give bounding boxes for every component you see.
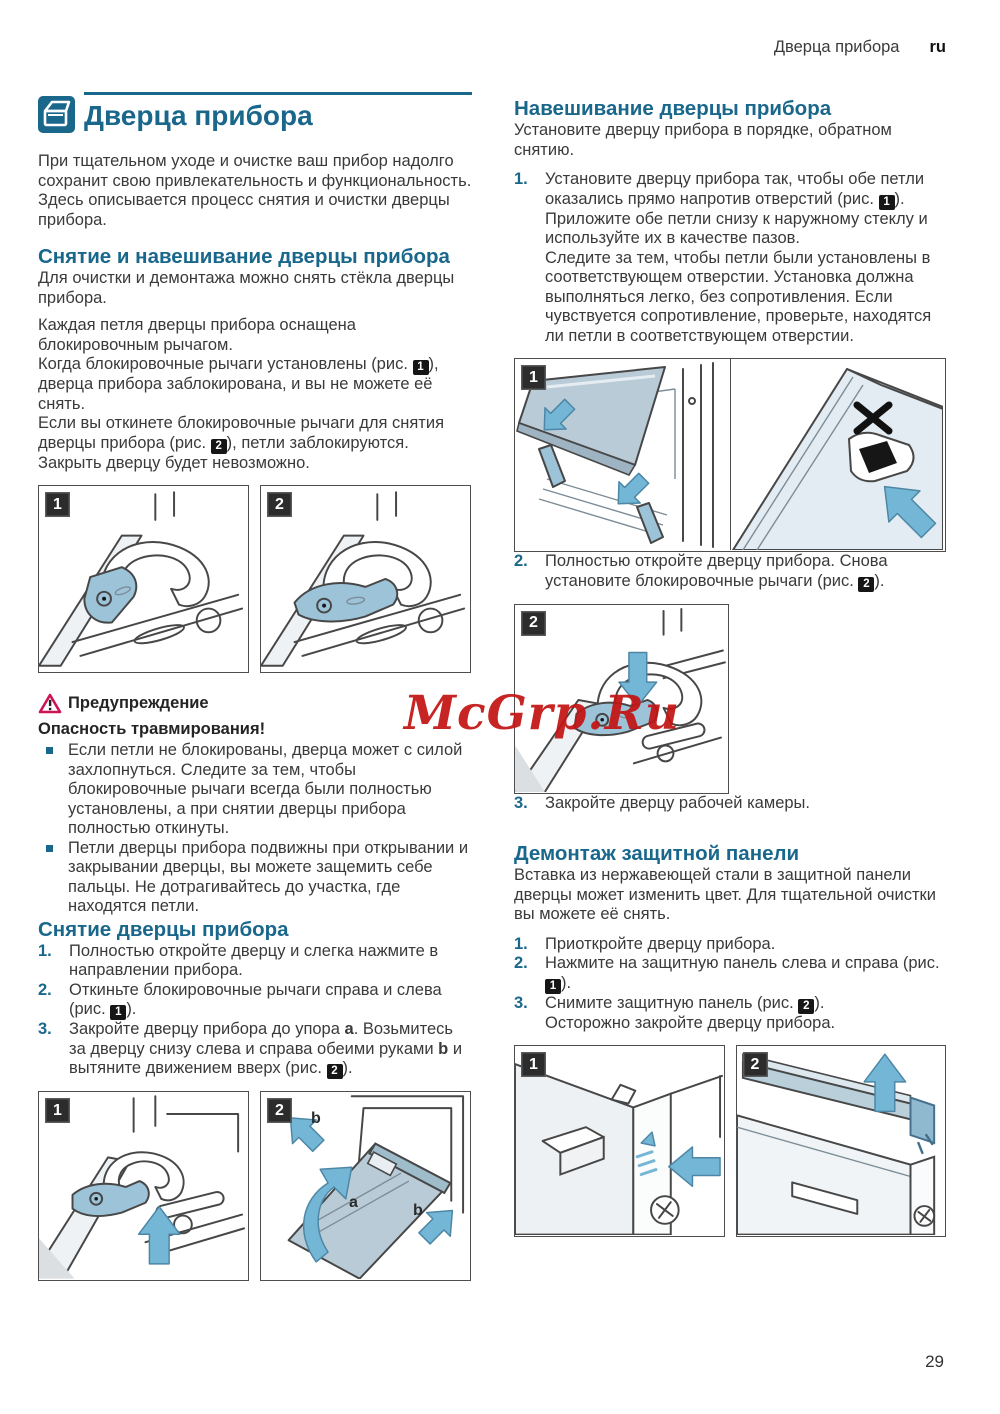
figure-label: 1 xyxy=(521,365,546,390)
figure-label: 2 xyxy=(267,1098,292,1123)
figure-ref-badge-2: 2 xyxy=(798,999,814,1014)
text-run: Откиньте блокировочные рычаги справа и слева (рис. xyxy=(69,980,442,1018)
figure-ref-badge-2: 2 xyxy=(858,577,874,592)
language-code: ru xyxy=(929,38,946,56)
step-number: 2. xyxy=(514,552,528,570)
step-number: 1. xyxy=(514,170,528,188)
figure-label: 1 xyxy=(521,1052,546,1077)
figure-label: 2 xyxy=(521,611,546,636)
step-3 xyxy=(514,794,946,814)
press-hinge-drawing xyxy=(39,1092,247,1279)
hanging-steps-2 xyxy=(514,552,946,592)
hinge-figures-row xyxy=(38,485,472,673)
figure-ref-badge-1: 1 xyxy=(110,1005,126,1020)
annotation-b-top: b xyxy=(311,1110,321,1127)
text-run: ), дверца прибора заблокирована, и вы не можете её снять. xyxy=(38,355,439,413)
hanging-steps xyxy=(514,170,946,346)
step-number: 3. xyxy=(514,993,528,1012)
hinge-slot-closeup-panel xyxy=(730,359,944,550)
text-run: ). xyxy=(814,993,825,1012)
step-text: Закройте дверцу рабочей камеры. xyxy=(545,793,810,812)
figure-ref-badge-1: 1 xyxy=(413,360,429,375)
site-watermark: McGrp.Ru xyxy=(404,686,681,741)
figure-hinge-unlocked xyxy=(260,485,471,673)
figure-label: 2 xyxy=(267,492,292,517)
step-number: 3. xyxy=(38,1020,52,1038)
figure-press-hinge xyxy=(38,1091,249,1281)
figure-ref-badge-1: 1 xyxy=(545,979,561,994)
panel-figures-row xyxy=(514,1045,946,1237)
panel-steps xyxy=(514,935,946,1034)
bullet-square-icon xyxy=(46,747,53,754)
section-heading-removal: Снятие и навешивание дверцы прибора xyxy=(38,245,450,268)
title-rule xyxy=(84,92,472,95)
step-1 xyxy=(514,935,946,955)
text-line: Каждая петля дверцы прибора оснащена блокировочным рычагом. xyxy=(38,316,356,354)
step-text: Приоткройте дверцу прибора. xyxy=(545,934,776,953)
figure-remove-rail xyxy=(736,1045,947,1237)
hanging-steps-3 xyxy=(514,794,946,814)
bullet-square-icon xyxy=(46,845,53,852)
step-text xyxy=(545,552,946,592)
step-text xyxy=(545,954,946,994)
figure-insert-door xyxy=(514,358,946,552)
insert-door-panel xyxy=(515,359,730,550)
figure-label: 2 xyxy=(743,1052,768,1077)
text-run: ), петли заблокируются. Закрыть дверцу будет невозможно. xyxy=(38,433,409,472)
figure-ref-badge-1: 1 xyxy=(879,195,895,210)
removal-paragraph-2 xyxy=(38,316,472,473)
direction-label-a: a xyxy=(344,1020,354,1038)
step-number: 3. xyxy=(514,793,528,812)
section-heading-hanging: Навешивание дверцы прибора xyxy=(514,97,832,120)
step-number: 2. xyxy=(38,980,52,999)
text-run: Нажмите на защитную панель слева и справа (рис. xyxy=(545,954,940,972)
text-run: ). xyxy=(126,1000,137,1018)
step-number: 1. xyxy=(38,941,52,960)
step-note: Следите за тем, чтобы петли были установлены в соответствующем отверстии. Установка должна выполняться легко, без сопротивления. Если чувствуется сопротивление, проверьте, находятся ли петли в соответствующем отверстии. xyxy=(545,248,932,345)
section-heading-door-removal: Снятие дверцы прибора xyxy=(38,917,289,941)
panel-intro: Вставка из нержавеющей стали в защитной панели дверцы может изменить цвет. Для тщательной очистки вы можете её снять. xyxy=(514,866,936,923)
text-line xyxy=(38,355,472,414)
appliance-door-icon xyxy=(38,96,75,138)
annotation-b-right: b xyxy=(413,1202,423,1219)
page-number: 29 xyxy=(925,1352,944,1371)
text-run: Установите дверцу прибора так, чтобы обе петли оказались прямо напротив отверстий (рис. xyxy=(545,170,925,208)
text-run: . Возьмитесь за дверцу снизу слева и справа обеими руками xyxy=(69,1020,453,1058)
running-header xyxy=(774,38,946,57)
warning-bullet-text: Если петли не блокированы, дверца может с силой захлопнуться. Следите за тем, чтобы блокировочные рычаги всегда были полностью установлены, а при снятии дверцы прибора полностью откинуты. xyxy=(68,741,463,837)
step-2 xyxy=(514,552,946,592)
figure-ref-badge-2: 2 xyxy=(327,1064,343,1079)
hanging-intro: Установите дверцу прибора в порядке, обратном снятию. xyxy=(514,121,892,159)
text-run: Полностью откройте дверцу прибора. Снова установите блокировочные рычаги (рис. xyxy=(545,552,888,590)
step-1 xyxy=(514,170,946,346)
intro-paragraph: При тщательном уходе и очистке ваш прибор надолго сохранит свою привлекательность и функциональность. Здесь описывается процесс снятия и очистки дверцы прибора. xyxy=(38,152,472,229)
figure-lift-door xyxy=(260,1091,471,1281)
hinge-slot-closeup-drawing xyxy=(731,359,943,550)
text-run: Закройте дверцу прибора до упора xyxy=(69,1020,345,1038)
hinge-unlocked-drawing xyxy=(261,486,469,671)
warning-subtitle: Опасность травмирования! xyxy=(38,720,266,738)
step-3 xyxy=(38,1020,472,1079)
text-run: Когда блокировочные рычаги установлены (рис. xyxy=(38,355,413,373)
right-column xyxy=(514,92,946,1237)
warning-bullet-1 xyxy=(38,741,472,839)
step-text xyxy=(545,170,946,346)
door-removal-figures-row xyxy=(38,1091,472,1281)
step-text xyxy=(545,994,946,1034)
step-number: 2. xyxy=(514,954,528,972)
step-2 xyxy=(38,981,472,1021)
step-note: Осторожно закройте дверцу прибора. xyxy=(545,1013,836,1032)
removal-paragraph-1: Для очистки и демонтажа можно снять стёкла дверцы прибора. xyxy=(38,269,455,307)
hinge-locked-drawing xyxy=(39,486,247,671)
press-panel-drawing xyxy=(515,1046,724,1235)
text-run: Если вы откинете блокировочные рычаги для снятия дверцы прибора (рис. xyxy=(38,414,445,452)
figure-label: 1 xyxy=(45,492,70,517)
step-text: Полностью откройте дверцу и слегка нажмите в направлении прибора. xyxy=(69,941,439,979)
chapter-title-block xyxy=(38,92,472,138)
running-header-title: Дверца прибора xyxy=(773,38,900,56)
text-line xyxy=(38,414,472,473)
page-title: Дверца прибора xyxy=(84,100,313,131)
lift-door-drawing xyxy=(261,1092,469,1279)
door-removal-steps xyxy=(38,942,472,1080)
warning-icon xyxy=(38,693,62,719)
direction-label-b: b xyxy=(438,1039,449,1058)
annotation-a: a xyxy=(349,1194,358,1211)
figure-label: 1 xyxy=(45,1098,70,1123)
warning-bullet-text: Петли дверцы прибора подвижны при открывании и закрывании дверцы, вы можете защемить себе пальцы. Не дотрагивайтесь до участка, где находятся петли. xyxy=(68,838,469,915)
step-2 xyxy=(514,954,946,994)
warning-bullet-2 xyxy=(38,839,472,917)
text-run: ). xyxy=(342,1059,353,1077)
text-run: Снимите защитную панель (рис. xyxy=(545,993,799,1012)
text-run: и вытяните движением вверх (рис. xyxy=(69,1039,463,1077)
figure-ref-badge-2: 2 xyxy=(211,439,227,454)
text-run: ). Приложите обе петли снизу к наружному стеклу и используйте их в качестве пазов. xyxy=(545,189,928,247)
figure-press-panel xyxy=(514,1045,725,1237)
section-heading-panel: Демонтаж защитной панели xyxy=(514,842,800,865)
step-text xyxy=(69,1020,472,1079)
step-number: 1. xyxy=(514,934,528,953)
figure-hinge-locked xyxy=(38,485,249,673)
insert-door-drawing xyxy=(515,359,728,550)
text-run: ). xyxy=(874,571,885,590)
remove-rail-drawing xyxy=(737,1046,946,1235)
text-run: ). xyxy=(561,973,572,992)
step-3 xyxy=(514,994,946,1034)
step-text xyxy=(69,981,472,1021)
warning-title: Предупреждение xyxy=(68,694,209,712)
step-1 xyxy=(38,942,472,981)
